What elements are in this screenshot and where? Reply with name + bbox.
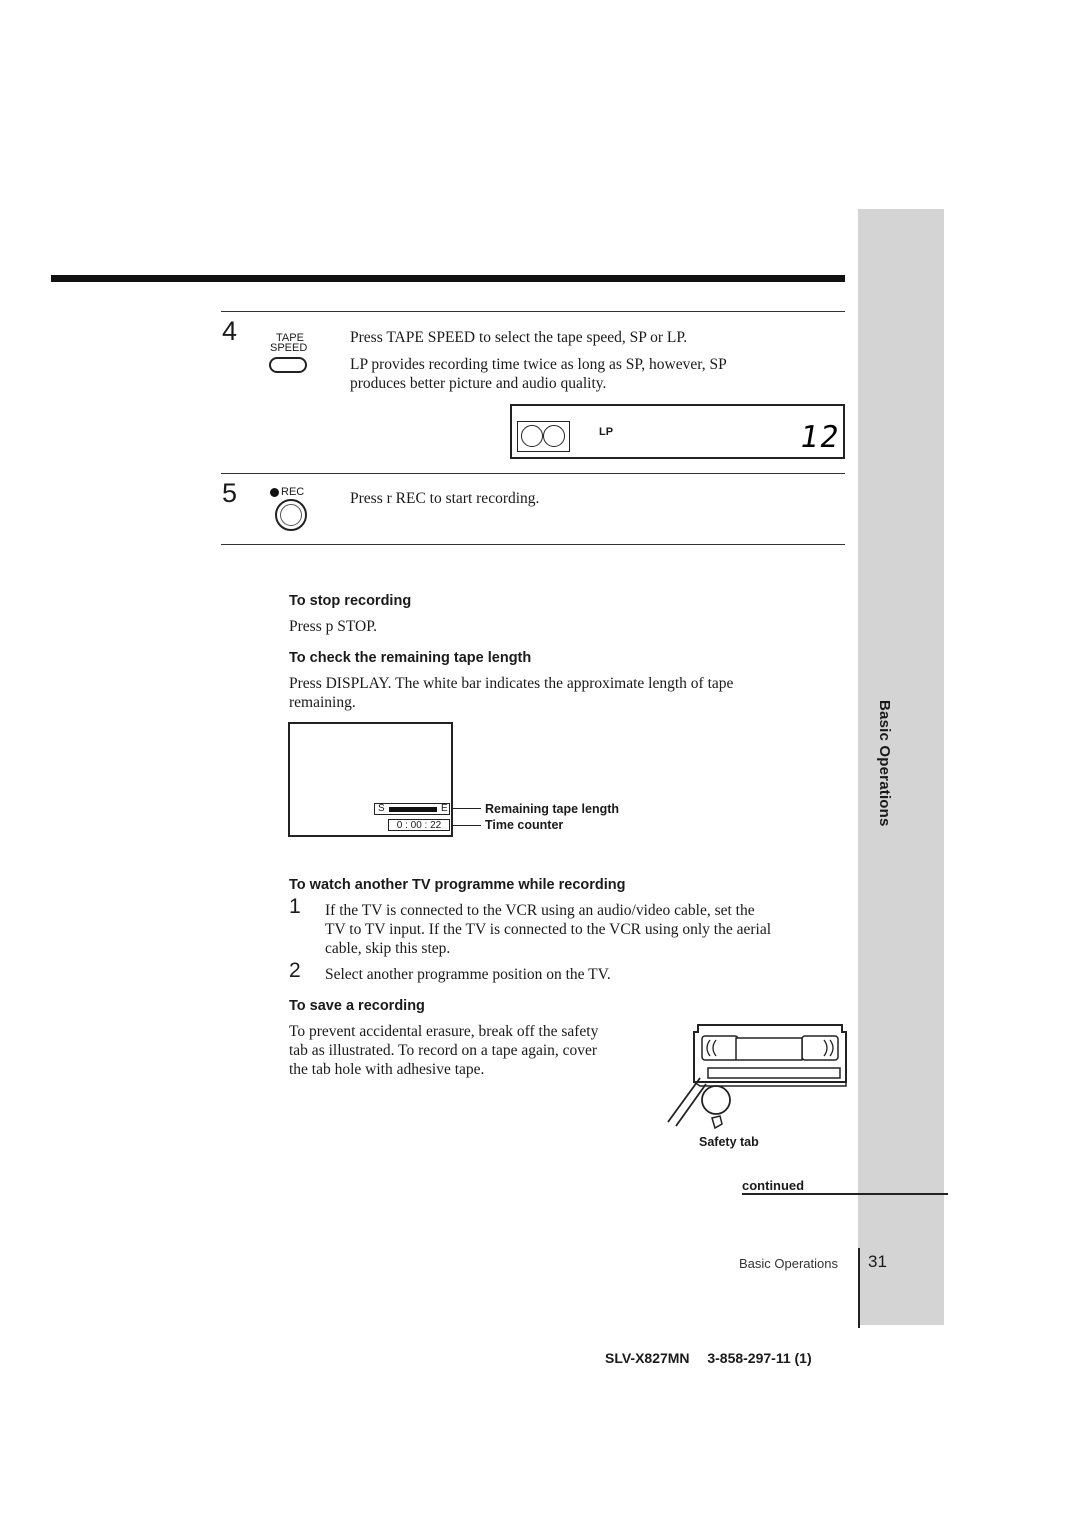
divider xyxy=(221,311,845,312)
tape-speed-button[interactable] xyxy=(269,357,307,373)
continued-rule xyxy=(742,1193,948,1195)
save-heading: To save a recording xyxy=(289,998,425,1014)
footer-rule xyxy=(858,1248,860,1328)
stop-text: Press p STOP. xyxy=(289,618,378,635)
remaining-text-line2: remaining. xyxy=(289,694,356,711)
list-number: 2 xyxy=(289,959,301,982)
top-rule xyxy=(51,275,845,282)
save-text-line2: tab as illustrated. To record on a tape again, cover xyxy=(289,1042,598,1059)
channel-number-display: 12 xyxy=(797,420,844,455)
page-number: 31 xyxy=(868,1252,887,1271)
divider xyxy=(221,544,845,545)
step4-text: Press TAPE SPEED to select the tape speed, SP or LP. xyxy=(350,329,688,346)
divider xyxy=(221,473,845,474)
model-number: SLV-X827MN xyxy=(605,1350,690,1366)
save-text-line1: To prevent accidental erasure, break off the safety xyxy=(289,1023,599,1040)
cassette-safety-tab-illustration xyxy=(660,1020,855,1132)
time-counter: 0 : 00 : 22 xyxy=(388,819,450,831)
watch-item2-text: Select another programme position on the TV. xyxy=(325,966,611,983)
rec-button[interactable] xyxy=(275,499,307,531)
step5-text: Press r REC to start recording. xyxy=(350,490,540,507)
tv-screen xyxy=(288,722,453,837)
callout-line xyxy=(453,825,481,826)
step-number: 4 xyxy=(222,316,238,346)
save-text-line3: the tab hole with adhesive tape. xyxy=(289,1061,485,1078)
watch-item1-line2: TV to TV input. If the TV is connected to the VCR using only the aerial xyxy=(325,921,772,938)
record-dot-icon xyxy=(270,488,279,497)
watch-item1-line1: If the TV is connected to the VCR using an audio/video cable, set the xyxy=(325,902,755,919)
remaining-bar-fill xyxy=(389,807,437,812)
footer-section: Basic Operations xyxy=(739,1256,838,1271)
part-number: 3-858-297-11 (1) xyxy=(707,1350,812,1366)
step-number: 5 xyxy=(222,478,238,508)
model-code xyxy=(605,1350,812,1366)
remaining-heading: To check the remaining tape length xyxy=(289,650,532,666)
tape-speed-button-label-2: SPEED xyxy=(270,342,308,354)
cassette-icon xyxy=(517,421,570,452)
watch-item1-line3: cable, skip this step. xyxy=(325,940,451,957)
stop-heading: To stop recording xyxy=(289,593,412,609)
callout-line xyxy=(453,808,481,809)
remaining-text-line1: Press DISPLAY. The white bar indicates the approximate length of tape xyxy=(289,675,734,692)
step4-note-line1: LP provides recording time twice as long as SP, however, SP xyxy=(350,356,727,373)
watch-heading: To watch another TV programme while recording xyxy=(289,877,626,893)
tape-remaining-bar: S E xyxy=(374,803,450,815)
remaining-length-label: Remaining tape length xyxy=(485,802,620,816)
continued-label: continued xyxy=(742,1178,805,1193)
list-number: 1 xyxy=(289,895,301,918)
tape-speed-indicator: LP xyxy=(599,426,614,438)
step4-note-line2: produces better picture and audio quality. xyxy=(350,375,607,392)
tape-speed-button-label: TAPE xyxy=(276,332,304,344)
rec-button-label: REC xyxy=(281,486,305,498)
time-counter-label: Time counter xyxy=(485,818,564,832)
safety-tab-label: Safety tab xyxy=(699,1135,759,1149)
vcr-display-panel xyxy=(510,404,845,459)
side-tab xyxy=(858,209,944,1325)
